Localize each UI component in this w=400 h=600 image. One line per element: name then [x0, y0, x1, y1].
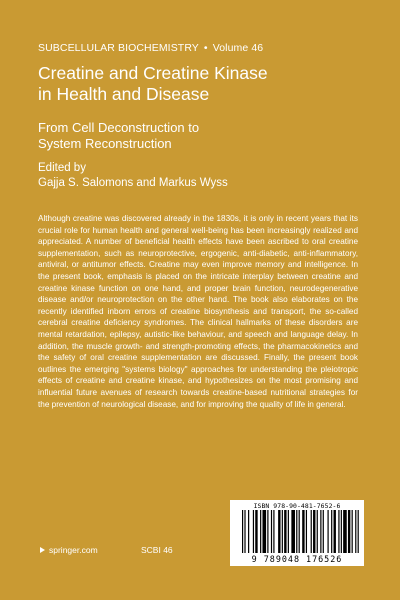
series-code: SCBI 46: [141, 545, 173, 555]
book-subtitle-line-1: From Cell Deconstruction to: [38, 120, 200, 135]
book-title: [38, 63, 368, 105]
editors: Gajja S. Salomons and Markus Wyss: [38, 177, 228, 189]
series-name: SUBCELLULAR BIOCHEMISTRY: [38, 42, 199, 54]
series-volume: Volume 46: [212, 42, 264, 54]
right-triangle-icon: [40, 547, 45, 553]
barcode-icon: [242, 510, 360, 553]
book-subtitle: [38, 120, 368, 152]
book-abstract: Although creatine was discovered already in the 1830s, it is only in recent years that its crucial role for human health and general well-being has been increasingly realized and appreciated. A number of beneficial health effects have been ascribed to oral creatine supplementation, such as neuroprotective, ergogenic, anti-diabetic, anti-inflammatory, antiviral, or antitumor effects. Creatine may even improve memory and intelligence. In the present book, emphasis is placed on the intricate interplay between creatine and creatine kinase function on one hand, and proper brain function, neurodegenerative disease and/or neuroprotection on the other hand. The book also elaborates on the recently identified inborn errors of creatine biosynthesis and transport, the so-called cerebral creatine deficiency syndromes. The clinical hallmarks of these disorders are mental retardation, epilepsy, autistic-like behaviour, and speech and language delay. In addition, the muscle growth- and strength-promoting effects, the pharmacokinetics and the safety of oral creatine supplementation are discussed. Finally, the present book outlines the emerging "systems biology" approaches for understanding the pleiotropic effects of creatine and creatine kinase, and hypothesizes on the most promising and influential future avenues of research towards creatine-based nutritional strategies for the prevention of neurological disease, and for improving the quality of life in general.: [38, 214, 358, 409]
publisher-website: springer.com: [49, 545, 98, 555]
book-title-line-2: in Health and Disease: [38, 84, 210, 104]
barcode-digits: 9 789048 176526: [251, 554, 343, 564]
edited-by-label: Edited by: [38, 162, 86, 174]
series-separator: •: [203, 42, 208, 54]
series-header: [38, 42, 263, 54]
publisher-link[interactable]: [40, 545, 98, 555]
book-title-line-1: Creatine and Creatine Kinase: [38, 63, 268, 83]
isbn-label: ISBN 978-90-481-7652-6: [253, 502, 341, 510]
book-subtitle-line-2: System Reconstruction: [38, 136, 172, 151]
barcode-box: [230, 500, 364, 566]
